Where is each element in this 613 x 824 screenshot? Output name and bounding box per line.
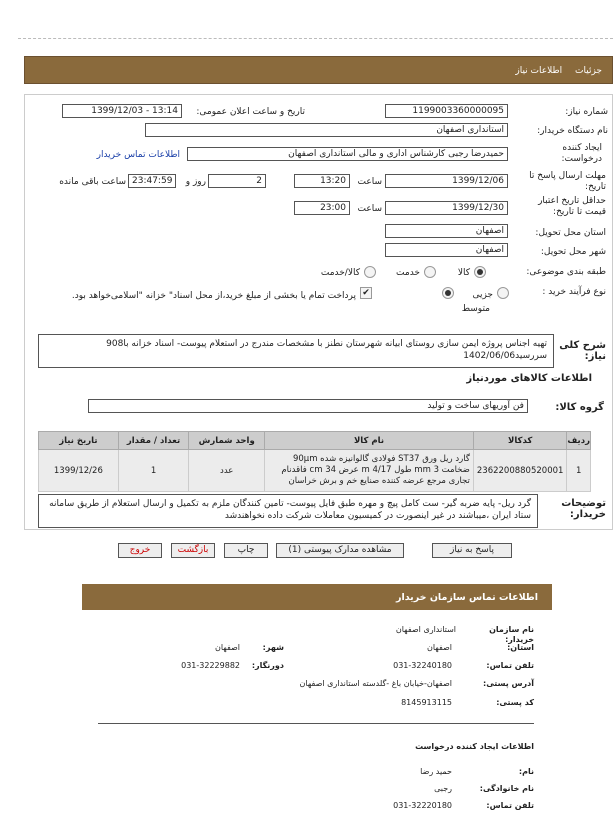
announce-label: تاریخ و ساعت اعلان عمومی: [196, 107, 305, 117]
reply-button[interactable]: پاسخ به نیاز [432, 543, 512, 558]
process-partial-label: جزیی [472, 290, 493, 300]
buyer-contact-link[interactable]: اطلاعات تماس خریدار [96, 150, 180, 160]
creator-phone-value: 031-32220180 [393, 801, 452, 810]
breadcrumb-details[interactable]: جزئیات [575, 66, 602, 76]
creator-family-value: رجبی [434, 784, 452, 793]
process-label: نوع فرآیند خرید : [542, 287, 606, 297]
goods-group-field[interactable]: فن آوریهای ساخت و تولید [88, 399, 528, 413]
creator-field[interactable]: حمیدرضا رجبی کارشناس اداری و مالی استانداری اصفهان [187, 147, 508, 161]
time-remaining-field[interactable]: 23:47:59 [128, 174, 176, 188]
breadcrumb-need-info: اطلاعات نیاز [515, 66, 563, 76]
contact-fax-label: دورنگار: [251, 661, 284, 670]
goods-group-label: گروه کالا: [555, 402, 604, 413]
col-row: ردیف [567, 432, 591, 450]
goods-table [38, 431, 591, 492]
creator-phone-label: تلفن تماس: [486, 801, 534, 810]
reply-time-field[interactable]: 13:20 [294, 174, 350, 188]
exit-button[interactable]: خروج [118, 543, 162, 558]
category-service-label: خدمت [396, 268, 420, 278]
contact-postal-value: 8145913115 [401, 698, 452, 707]
process-medium-label: متوسط [461, 304, 490, 314]
time-remaining-label: ساعت باقی مانده [59, 177, 126, 187]
goods-title: اطلاعات کالاهای موردنیاز [466, 373, 592, 384]
category-goods-label: کالا [457, 268, 470, 278]
contact-address-label: آدرس پستی: [483, 679, 534, 688]
org-value: استانداری اصفهان [395, 625, 456, 634]
creator-info-title: اطلاعات ایجاد کننده درخواست [415, 742, 534, 751]
col-unit: واحد شمارش [189, 432, 265, 450]
cell-qty: 1 [118, 450, 189, 492]
cell-name: گارد ریل ورق ST37 فولادی گالوانیزه شده 90µm ضخامت 3 mm طول 4/17 m عرض 34 cm فاقدنام تجاری مرجع عرضه کننده صنایع خم و برش خراسان [265, 450, 474, 492]
creator-name-label: نام: [518, 767, 534, 776]
days-label: روز و [185, 177, 206, 187]
top-divider [18, 38, 613, 39]
contact-header: اطلاعات تماس سازمان خریدار [82, 584, 552, 610]
city-label: شهر محل تحویل: [540, 247, 606, 257]
validity-time-field[interactable]: 23:00 [294, 201, 350, 215]
category-goods-service-radio[interactable] [364, 266, 376, 278]
contact-address-value: اصفهان-خیابان باغ -گلدسته استانداری اصفهان [299, 679, 452, 688]
validity-date-field[interactable]: 1399/12/30 [385, 201, 508, 215]
contact-phone-value: 031-32240180 [393, 661, 452, 670]
contact-fax-value: 031-32229882 [181, 661, 240, 670]
contact-city-value: اصفهان [214, 643, 240, 652]
buyer-notes-label: توضیحات خریدار: [561, 498, 606, 520]
contact-city-label: شهر: [262, 643, 284, 652]
cell-code: 2362200880520001 [473, 450, 567, 492]
reply-deadline-label: مهلت ارسال پاسخ تا تاریخ: [529, 171, 606, 192]
view-attachments-button[interactable]: مشاهده مدارک پیوستی (1) [276, 543, 404, 558]
validity-time-label: ساعت [357, 204, 382, 214]
province-field[interactable]: اصفهان [385, 224, 508, 238]
buyer-label: نام دستگاه خریدار: [537, 126, 608, 136]
col-code: کدکالا [473, 432, 567, 450]
need-number-field[interactable]: 1199003360000095 [385, 104, 508, 118]
contact-province-label: استان: [507, 643, 534, 652]
page-header [24, 56, 613, 84]
summary-text: تهیه اجناس پروژه ایمن سازی روستای ابیانه شهرستان نطنز با مشخصات مندرج در استعلام پیوست- اسناد خزانه با908 سررسید1402/06/06 [38, 334, 554, 368]
process-partial-radio[interactable] [497, 287, 509, 299]
contact-postal-label: کد پستی: [496, 698, 534, 707]
reply-date-field[interactable]: 1399/12/06 [385, 174, 508, 188]
reply-time-label: ساعت [357, 177, 382, 187]
city-field[interactable]: اصفهان [385, 243, 508, 257]
announce-field[interactable]: 1399/12/03 - 13:14 [62, 104, 182, 118]
creator-family-label: نام خانوادگی: [479, 784, 534, 793]
need-number-label: شماره نیاز: [565, 107, 608, 117]
category-goods-radio[interactable] [474, 266, 486, 278]
creator-label: ایجاد کننده درخواست: [561, 143, 602, 164]
org-label: نام سازمان خریدار: [489, 625, 534, 644]
cell-unit: عدد [189, 450, 265, 492]
contact-province-value: اصفهان [426, 643, 452, 652]
summary-label: شرح کلی نیاز: [559, 340, 606, 362]
cell-date: 1399/12/26 [39, 450, 119, 492]
col-name: نام کالا [265, 432, 474, 450]
col-date: تاریخ نیاز [39, 432, 119, 450]
validity-label: حداقل تاریخ اعتبار قیمت تا تاریخ: [538, 196, 606, 217]
treasury-payment-text: پرداخت تمام یا بخشی از مبلغ خرید،از محل اسناد" خزانه "اسلامی‌خواهد بود. [71, 291, 356, 301]
category-goods-service-label: کالا/خدمت [320, 268, 360, 278]
buyer-notes-text: گرد ریل- پایه ضربه گیر- ست کامل پیچ و مهره طبق فایل پیوست- تامین کنندگان ملزم به تکمیل و ارسال استعلام از طریق سامانه ستاد ایران ،میباشند در غیر اینصورت در کمیسیون معاملات شرکت داده نخواهندشد [38, 494, 538, 528]
process-medium-radio[interactable] [442, 287, 454, 299]
days-remaining-field[interactable]: 2 [208, 174, 266, 188]
category-service-radio[interactable] [424, 266, 436, 278]
col-qty: تعداد / مقدار [118, 432, 189, 450]
treasury-payment-checkbox[interactable]: ✔ [360, 287, 372, 299]
cell-row: 1 [567, 450, 591, 492]
buyer-field[interactable]: استانداری اصفهان [145, 123, 508, 137]
contact-divider [98, 723, 534, 724]
table-row [39, 450, 591, 492]
creator-name-value: حمید رضا [420, 767, 452, 776]
back-button[interactable]: بازگشت [171, 543, 215, 558]
print-button[interactable]: چاپ [224, 543, 268, 558]
contact-phone-label: تلفن تماس: [486, 661, 534, 670]
category-label: طبقه بندی موضوعی: [526, 267, 606, 277]
province-label: استان محل تحویل: [535, 228, 606, 238]
